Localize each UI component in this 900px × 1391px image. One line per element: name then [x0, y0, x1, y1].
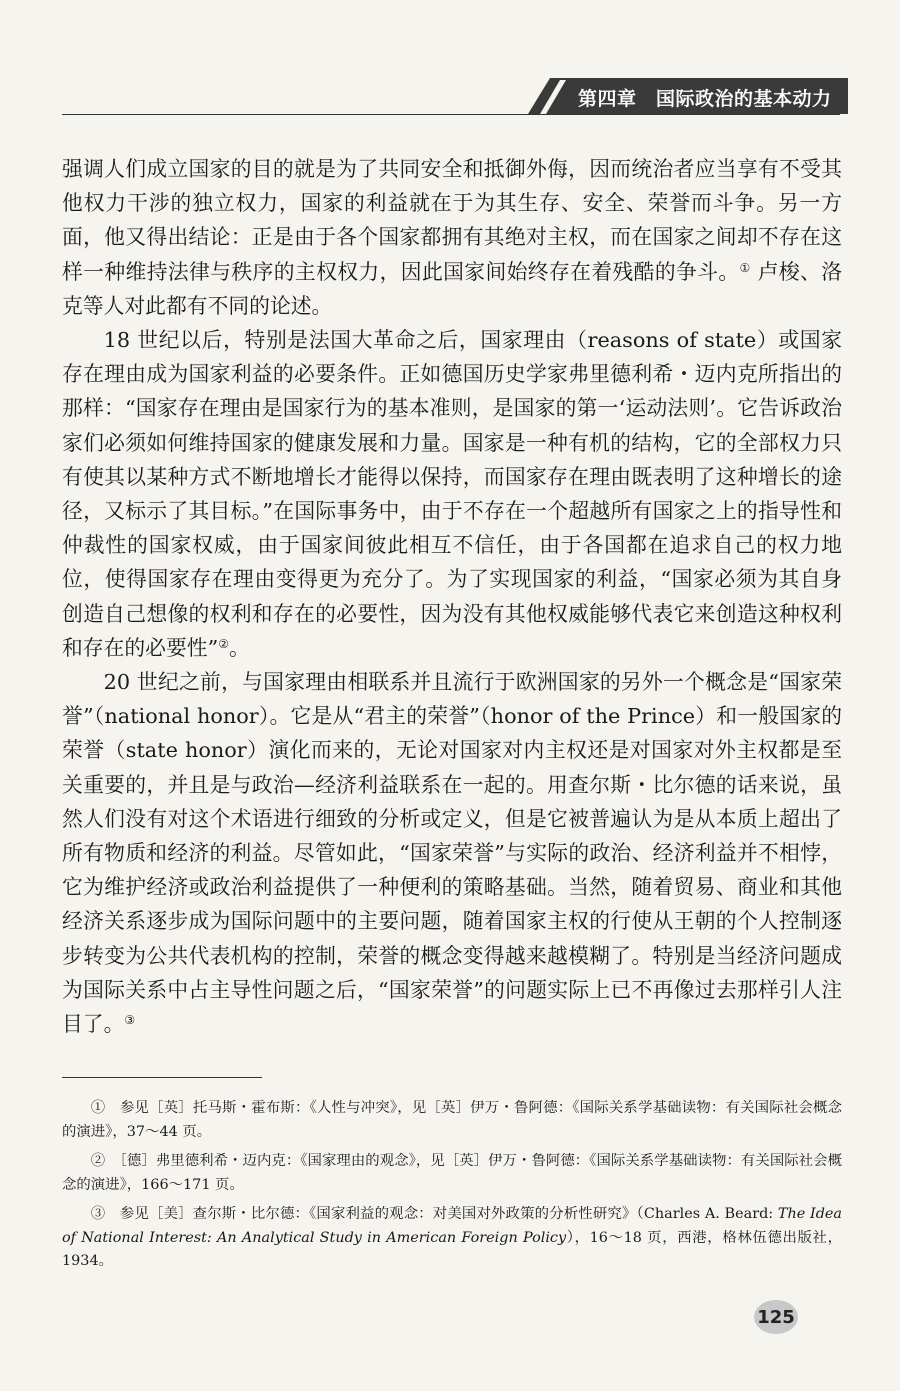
header-rule — [62, 114, 840, 115]
footnote-3-book-title: The Idea of National Interest: An Analytical Study in American Foreign Policy — [62, 1206, 843, 1246]
paragraph-3-text: 20 世纪之前，与国家理由相联系并且流行于欧洲国家的另外一个概念是“国家荣誉”（national honor）。它是从“君主的荣誉”（honor of the Prince）和一般国家的荣誉（state honor）演化而来的，无论对国家对内主权还是对国家对外主权都是至关重要的，并且是与政治—经济利益联系在一起的。用查尔斯・比尔德的话来说，虽然人们没有对这个术语进行细致的分析或定义，但是它被普遍认为是从本质上超出了所有物质和经济的利益。尽管如此，“国家荣誉”与实际的政治、经济利益并不相悖，它为维护经济或政治利益提供了一种便利的策略基础。当然，随着贸易、商业和其他经济关系逐步成为国际问题中的主要问题，随着国家主权的行使从王朝的个人控制逐步转变为公共代表机构的控制，荣誉的概念变得越来越模糊了。特别是当经济问题成为国际关系中占主导性问题之后，“国家荣誉”的问题实际上已不再像过去那样引人注目了。 — [62, 670, 842, 1037]
paragraph-1-text: 强调人们成立国家的目的就是为了共同安全和抵御外侮，因而统治者应当享有不受其他权力干涉的独立权力，国家的利益就在于为其生存、安全、荣誉而斗争。另一方面，他又得出结论：正是由于各个国家都拥有其绝对主权，而在国家之间却不存在这样一种维持法律与秩序的主权权力，因此国家间始终存在着残酷的争斗。 — [62, 157, 842, 284]
chapter-header — [528, 78, 848, 114]
footnote-rule — [62, 1077, 262, 1078]
paragraph-2-tail: 。 — [228, 635, 250, 660]
paragraph-3 — [62, 665, 842, 1041]
footnote-3 — [62, 1203, 842, 1274]
footnotes — [62, 1097, 842, 1280]
footnote-ref-1: ① — [739, 260, 751, 275]
footnote-3-post: ），16～18 页，西港，格林伍德出版社，1934。 — [62, 1229, 842, 1269]
paragraph-2-text: 18 世纪以后，特别是法国大革命之后，国家理由（reasons of state）或国家存在理由成为国家利益的必要条件。正如德国历史学家弗里德利希・迈内克所指出的那样：“国家存在理由是国家行为的基本准则，是国家的第一‘运动法则’。它告诉政治家们必须如何维持国家的健康发展和力量。国家是一种有机的结构，它的全部权力只有使其以某种方式不断地增长才能得以保持，而国家存在理由既表明了这种增长的途径，又标示了其目标。”在国际事务中，由于不存在一个超越所有国家之上的指导性和仲裁性的国家权威，由于国家间彼此相互不信任，由于各国都在追求自己的权力地位，使得国家存在理由变得更为充分了。为了实现国家的利益，“国家必须为其自身创造自己想像的权利和存在的必要性，因为没有其他权威能够代表它来创造这种权利和存在的必要性” — [62, 328, 842, 660]
chapter-title: 第四章 国际政治的基本动力 — [578, 88, 832, 110]
paragraph-1 — [62, 152, 842, 323]
footnote-2: ② ［德］弗里德利希・迈内克：《国家理由的观念》，见［英］伊万・鲁阿德：《国际关系学基础读物：有关国际社会概念的演进》，166～171 页。 — [62, 1153, 842, 1193]
paragraph-2 — [62, 323, 842, 665]
footnote-ref-3: ③ — [124, 1013, 136, 1028]
page-number: 125 — [754, 1300, 798, 1334]
body-text — [62, 152, 842, 1041]
paragraph-1-tail: 卢梭、洛克等人对此都有不同的论述。 — [62, 259, 842, 318]
footnote-1: ① 参见［英］托马斯・霍布斯：《人性与冲突》，见［英］伊万・鲁阿德：《国际关系学基础读物：有关国际社会概念的演进》，37～44 页。 — [62, 1100, 842, 1140]
footnote-ref-2: ② — [218, 636, 229, 651]
footnote-3-pre: ③ 参见［美］查尔斯・比尔德：《国家利益的观念：对美国对外政策的分析性研究》（Charles A. Beard: — [90, 1206, 778, 1222]
